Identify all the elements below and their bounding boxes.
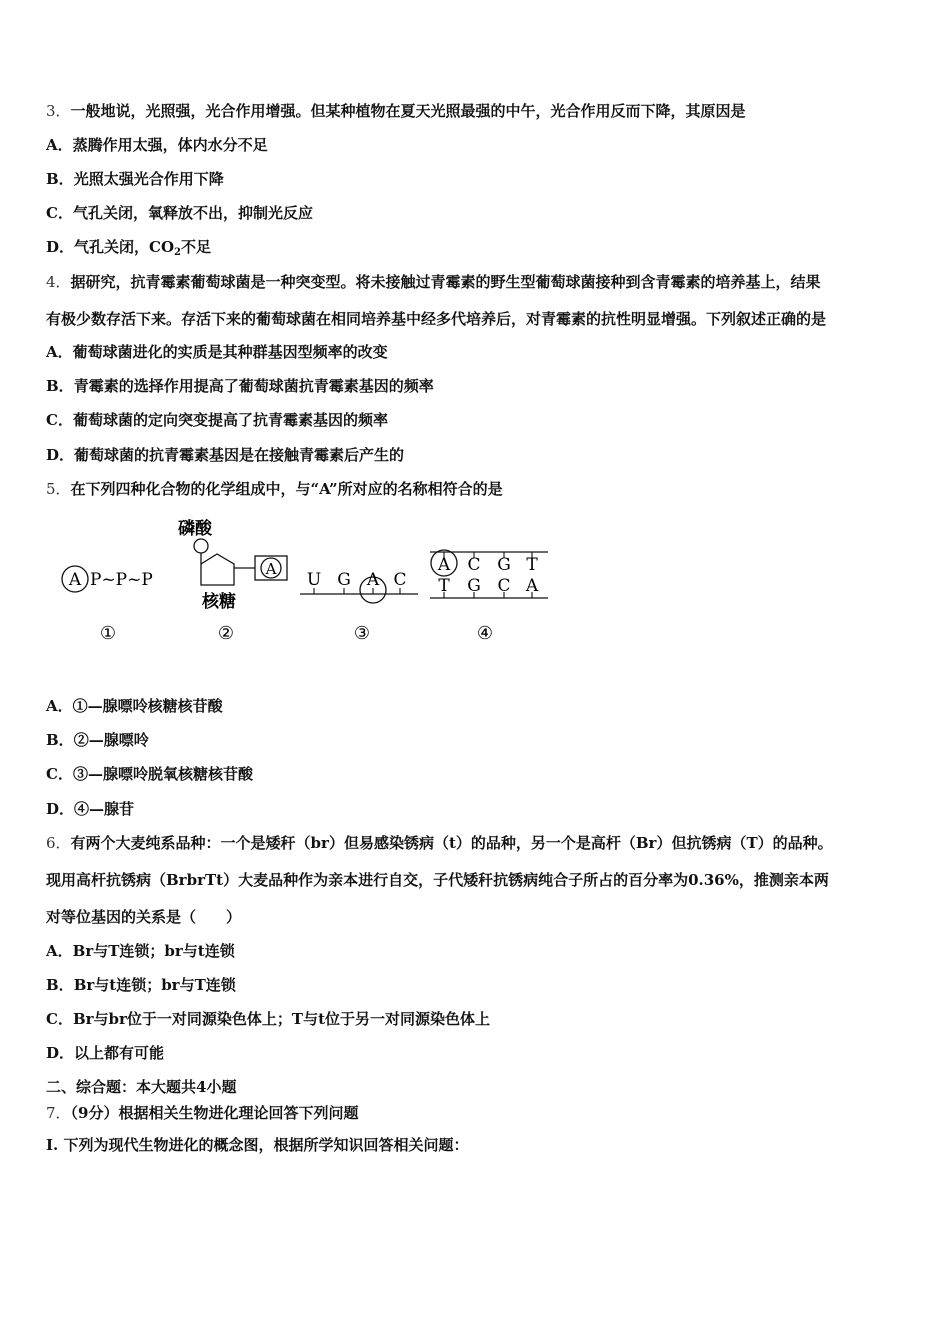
figure-label-2: ②	[217, 623, 235, 644]
q5-compound-figure	[50, 512, 570, 652]
q3-option-a[interactable]: A．蒸腾作用太强，体内水分不足	[46, 136, 268, 154]
figure-1-atp	[62, 566, 153, 644]
f2-phosphate-label: 磷酸	[178, 519, 212, 539]
f2-sugar-pentagon	[201, 554, 234, 585]
f4-top-2: C	[467, 555, 481, 575]
q3-number: 3．	[46, 102, 71, 120]
q5-option-a[interactable]: A．①—腺嘌呤核糖核苷酸	[46, 697, 223, 715]
q7-part1-label: I	[46, 1136, 54, 1154]
q4-option-d[interactable]: D．葡萄球菌的抗青霉素基因是在接触青霉素后产生的	[46, 446, 405, 464]
figure-4-dna-double-strand	[430, 550, 548, 644]
q6-stem-line2: 现用高杆抗锈病（BrbrTt）大麦品种作为亲本进行自交，子代矮秆抗锈病纯合子所占的百分率为0.36%，推测亲本两	[46, 871, 829, 889]
q3-stem-text: 一般地说，光照强，光合作用增强。但某种植物在夏天光照最强的中午，光合作用反而下降，其原因是	[70, 102, 746, 120]
f1-chain: P~P~P	[90, 570, 153, 590]
f3-base-4: C	[393, 570, 407, 590]
q6-option-a[interactable]: A．Br与T连锁；br与t连锁	[46, 942, 235, 960]
q3-option-b[interactable]: B．光照太强光合作用下降	[46, 170, 224, 188]
f3-base-1: U	[306, 570, 322, 590]
figure-3-rna-strand	[300, 570, 418, 644]
section2-title: 二、综合题：本大题共4小题	[46, 1078, 237, 1096]
f2-phosphate-circle	[194, 539, 208, 553]
figure-label-3: ③	[353, 623, 371, 644]
q3-option-d[interactable]: D．气孔关闭，$CO_2$不足	[46, 238, 212, 258]
q4-option-c[interactable]: C．葡萄球菌的定向突变提高了抗青霉素基因的频率	[46, 411, 388, 429]
figure-2-nucleotide	[178, 518, 287, 644]
q5-number: 5．	[46, 480, 71, 498]
q6-stem-line1: 6．有两个大麦纯系品种：一个是矮秆（br）但易感染锈病（t）的品种，另一个是高杆（Br）但抗锈病（T）的品种。	[46, 834, 833, 852]
f4-bottom-4: A	[525, 576, 539, 596]
f3-base-2: G	[337, 570, 351, 590]
q3-option-c[interactable]: C．气孔关闭，氧释放不出，抑制光反应	[46, 204, 313, 222]
q5-option-b[interactable]: B．②—腺嘌呤	[46, 731, 149, 749]
f1-a-label: A	[68, 570, 82, 590]
q5-option-d[interactable]: D．④—腺苷	[46, 800, 135, 818]
q4-option-b[interactable]: B．青霉素的选择作用提高了葡萄球菌抗青霉素基因的频率	[46, 377, 434, 395]
f4-bottom-1: T	[438, 576, 450, 596]
q6-option-c[interactable]: C．Br与br位于一对同源染色体上；T与t位于另一对同源染色体上	[46, 1010, 491, 1028]
q6-stem-line3: 对等位基因的关系是（ ）	[46, 908, 242, 926]
f4-bottom-2: G	[467, 576, 481, 596]
q6-number: 6．	[46, 834, 71, 852]
q4-option-a[interactable]: A．葡萄球菌进化的实质是其种群基因型频率的改变	[46, 343, 388, 361]
q5-option-c[interactable]: C．③—腺嘌呤脱氧核糖核苷酸	[46, 765, 253, 783]
f4-top-1: A	[437, 555, 451, 575]
q4-stem-line2: 有极少数存活下来。存活下来的葡萄球菌在相同培养基中经多代培养后，对青霉素的抗性明显增强。下列叙述正确的是	[46, 310, 827, 328]
q6-option-d[interactable]: D．以上都有可能	[46, 1044, 165, 1062]
q7-number: 7．	[46, 1104, 71, 1122]
q6-option-b[interactable]: B．Br与t连锁；br与T连锁	[46, 976, 236, 994]
q7-part1: I. 下列为现代生物进化的概念图，根据所学知识回答相关问题：	[46, 1136, 469, 1154]
q4-number: 4．	[46, 273, 71, 291]
f4-top-3: G	[497, 555, 511, 575]
q5-stem: 5．在下列四种化合物的化学组成中，与“A”所对应的名称相符合的是	[46, 480, 503, 498]
figure-label-4: ④	[476, 623, 494, 644]
f3-base-3: A	[366, 570, 380, 590]
q3-stem	[46, 100, 746, 122]
figure-label-1: ①	[99, 623, 117, 644]
q7-stem: 7．（9分）根据相关生物进化理论回答下列问题	[46, 1104, 359, 1122]
f4-bottom-3: C	[497, 576, 511, 596]
f2-a-label: A	[265, 560, 277, 578]
f2-sugar-label: 核糖	[202, 592, 236, 612]
f4-top-4: T	[526, 555, 538, 575]
q4-stem-line1: 4．据研究，抗青霉素葡萄球菌是一种突变型。将未接触过青霉素的野生型葡萄球菌接种到含青霉素的培养基上，结果	[46, 273, 821, 291]
